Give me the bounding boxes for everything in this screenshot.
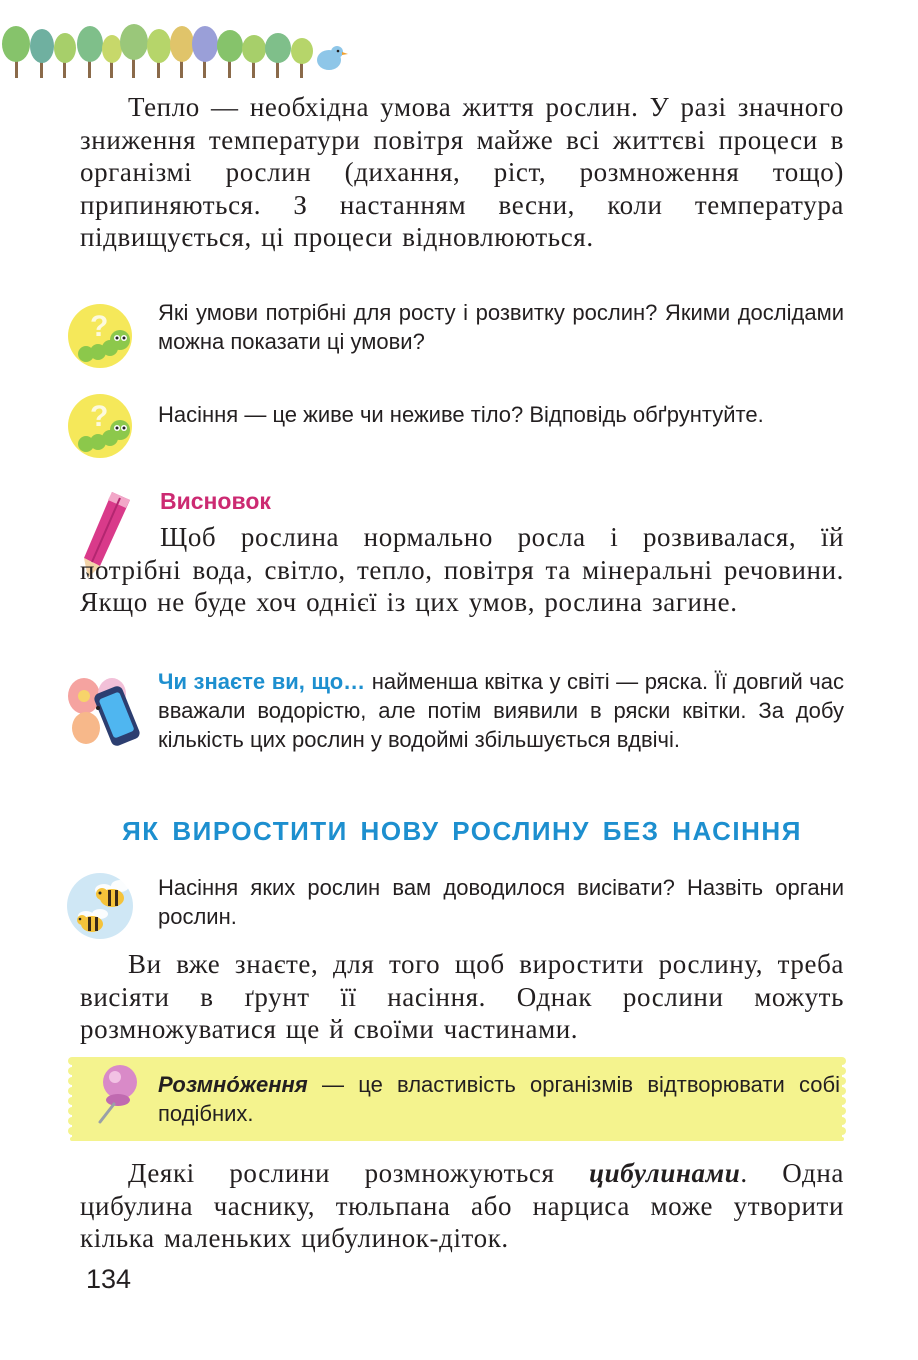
question-caterpillar-icon (66, 392, 138, 462)
definition-text (158, 1070, 840, 1128)
paragraph-2 (80, 948, 844, 1046)
conclusion-title: Висновок (160, 488, 271, 514)
did-you-know-block (158, 667, 844, 754)
svg-text:?: ? (90, 400, 109, 433)
page-number: 134 (86, 1264, 132, 1294)
conclusion-text: Щоб рослина нормально росла і розвивалася, їй потрібні вода, світло, тепло, повітря та мінеральні речовини. Якщо не буде хоч однієї із цих умов, рослина загине. (80, 522, 844, 617)
intro-paragraph (80, 91, 844, 254)
definition-box-edge (68, 1057, 80, 1141)
definition-body: — це властивість організмів відтворювати собі подібних. (158, 1072, 840, 1126)
did-you-know-text: найменша квітка у світі — ряска. Її довгий час вважали водорістю, але потім виявили в ряски квітки. За добу кількість цих рослин у водоймі збільшується вдвічі. (158, 669, 844, 752)
intro-paragraph-text: Тепло — необхідна умова життя рослин. У разі значного зниження температури повітря майже всі життєві процеси в організмі рослин (дихання, ріст, розмноження тощо) припиняються. З настанням весни, коли температура підвищується, ці процеси відновлюються. (80, 92, 844, 252)
did-you-know-title: Чи знаєте ви, що… (158, 669, 366, 694)
pushpin-icon (92, 1060, 144, 1126)
trees-and-bird-icon (0, 22, 350, 82)
svg-text:?: ? (90, 310, 109, 343)
question-caterpillar-icon (66, 302, 138, 372)
question-1-text: Які умови потрібні для росту і розвитку рослин? Якими дослідами можна показати ці умови? (158, 300, 844, 354)
question-2-text: Насіння — це живе чи неживе тіло? Відповідь обґрунтуйте. (158, 402, 764, 427)
butterfly-phone-icon (64, 672, 148, 754)
paragraph-3-term: цибулинами (589, 1158, 741, 1188)
definition-term: Розмно́ження (158, 1072, 308, 1097)
paragraph-3 (80, 1157, 844, 1255)
paragraph-2-text: Ви вже знаєте, для того щоб виростити рослину, треба висіяти в ґрунт її насіння. Однак рослини можуть розмножуватися ще й своїми частинами. (80, 949, 844, 1044)
bees-icon (64, 868, 144, 942)
paragraph-3-after: . Одна цибулина часнику, тюльпана або нарциса може утворити кілька маленьких цибулинок-діток. (80, 1158, 844, 1253)
section-heading: ЯК ВИРОСТИТИ НОВУ РОСЛИНУ БЕЗ НАСІННЯ (122, 816, 802, 846)
paragraph-3-before: Деякі рослини розмножуються (128, 1158, 590, 1188)
question-3-text: Насіння яких рослин вам доводилося висівати? Назвіть органи рослин. (158, 875, 844, 929)
